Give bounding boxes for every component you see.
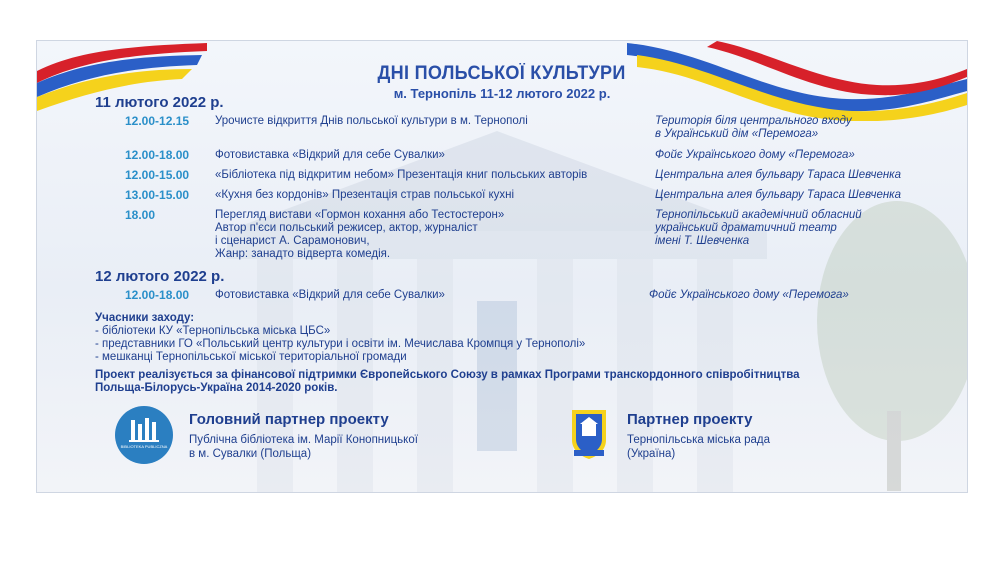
day2-date: 12 лютого 2022 р. <box>95 268 225 285</box>
list-item: - мешканці Тернопільської міської територіальної громади <box>95 351 407 363</box>
event-location: Фойє Українського дому «Перемога» <box>649 289 849 301</box>
event-time: 13.00-15.00 <box>125 188 190 202</box>
suwalki-library-logo <box>115 406 173 464</box>
participants-heading: Учасники заходу: <box>95 312 195 324</box>
main-partner-name: Публічна бібліотека ім. Марії Конопницької в м. Сувалки (Польща) <box>189 434 418 460</box>
event-location: Фойє Українського дому «Перемога» <box>655 149 855 161</box>
event-time: 18.00 <box>125 208 156 222</box>
list-item: - бібліотеки КУ «Тернопільська міська ЦБС» <box>95 325 331 337</box>
poster-title: ДНІ ПОЛЬСЬКОЇ КУЛЬТУРИ <box>377 63 627 84</box>
event-description: Урочисте відкриття Днів польської культури в м. Тернополі <box>215 115 528 127</box>
participants-list <box>95 312 585 364</box>
list-item: - представники ГО «Польський центр культури і освіти ім. Мечислава Кромпця у Тернополі» <box>95 338 586 350</box>
day1-date: 11 лютого 2022 р. <box>95 94 224 111</box>
event-time: 12.00-18.00 <box>125 288 190 302</box>
event-description: Фотовиставка «Відкрий для себе Сувалки» <box>215 149 445 161</box>
event-time: 12.00-12.15 <box>125 114 190 128</box>
poster-subtitle: м. Тернопіль 11-12 лютого 2022 р. <box>393 86 611 101</box>
event-description: Фотовиставка «Відкрий для себе Сувалки» <box>215 289 445 301</box>
event-location: Тернопільський академічний обласний український драматичний театр імені Т. Шевченка <box>655 209 862 247</box>
logo-text: BIBLIOTEKA PUBLICZNA <box>120 444 168 449</box>
event-time: 12.00-15.00 <box>125 168 190 182</box>
event-location: Центральна алея бульвару Тараса Шевченка <box>655 169 902 181</box>
ternopil-coat-of-arms-icon <box>568 406 610 460</box>
poster <box>36 40 968 493</box>
main-partner-title: Головний партнер проекту <box>189 411 389 428</box>
event-description: «Кухня без кордонів» Презентація страв польської кухні <box>215 189 515 201</box>
partner-title: Партнер проекту <box>627 411 753 428</box>
event-description: Перегляд вистави «Гормон кохання або Тестостерон» Автор п'єси польський режисер, актор, журналіст і сценарист А. Сарамонович, Жанр: занадто відверта комедія. <box>215 209 505 260</box>
partner-name: Тернопільська міська рада (Україна) <box>627 434 770 460</box>
funding-statement: Проект реалізується за фінансової підтримки Європейського Союзу в рамках Програми транскордонного співробітництва Польща-Білорусь-Україна 2014-2020 років. <box>95 369 800 394</box>
event-location: Територія біля центрального входу в Український дім «Перемога» <box>655 115 852 140</box>
event-time: 12.00-18.00 <box>125 148 190 162</box>
event-location: Центральна алея бульвару Тараса Шевченка <box>655 189 902 201</box>
event-description: «Бібліотека під відкритим небом» Презентація книг польських авторів <box>215 169 588 181</box>
